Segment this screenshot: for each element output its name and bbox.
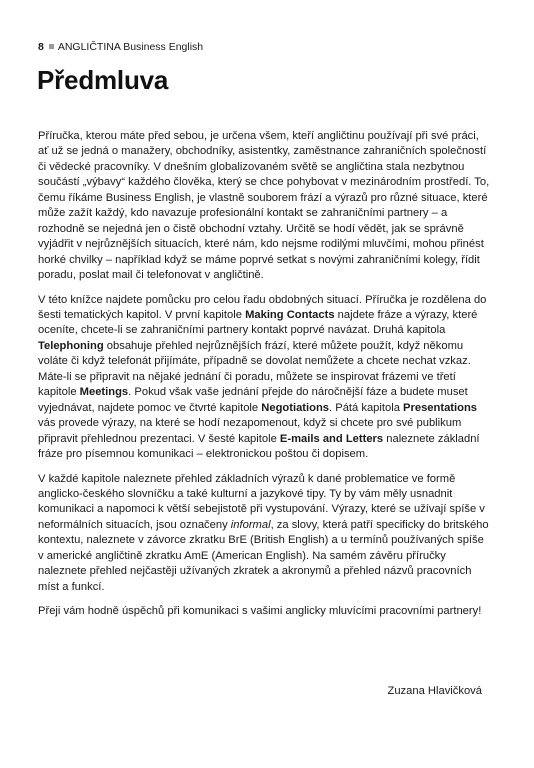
chapter-name: Presentations (403, 401, 478, 414)
body-text (38, 129, 490, 629)
paragraph (38, 472, 490, 596)
paragraph-text: , za slovy, která patří specificky do britského kontextu, naleznete v závorce zkratku BrE (British English) a u termínů používaných spíše v americké angličtině zkratku AmE (American English). Na samém závěru příručky naleznete přehled nejčastěji užívaných zkratek a akronymů a přehled názvů pracovních míst a funkcí. (38, 518, 489, 593)
chapter-name: E-mails and Letters (279, 432, 384, 445)
running-header (38, 40, 203, 54)
paragraph (38, 129, 490, 284)
author-signature: Zuzana Hlavičková (387, 685, 482, 697)
page-number: 8 (38, 41, 44, 53)
book-title: ANGLIČTINA Business English (57, 41, 204, 53)
paragraph-text: V této knížce najdete pomůcku pro celou řadu obdobných situací. Příručka je rozdělena do šesti tematických kapitol. V první kapitole (38, 293, 487, 321)
paragraph (38, 293, 490, 463)
paragraph-text: Příručka, kterou máte před sebou, je určena všem, kteří angličtinu používají při své práci, ať už se jedná o manažery, obchodníky, asistentky, zaměstnance zahraničních společností či vědecké pracovníky. V dnešním globalizovaném světě se angličtina stala nezbytnou součástí „výbavy“ každého člověka, který se chce pohybovat v mezinárodním prostředí. To, čemu říkáme Business English, je vlastně souborem frází a výrazů pro různé situace, které může zažít každý, kdo navazuje profesionální kontakt se zahraničními partnery – a rozhodně se nejedná jen o čistě obchodní vztahy. Určitě se hodí vědět, jak se správně vyjádřit v nejrůznějších situacích, které nám, kdo nejsme rodilými mluvčími, mohou přinést horké chvilky – například když se máme poprvé setkat s novými zahraničními kolegy, řídit poradu, poslat mail či telefonovat v angličtině. (38, 130, 490, 282)
chapter-name: Meetings (79, 386, 129, 399)
paragraph-text: . Pokud však vaše jednání přejde do náročnější fáze a budete muset vyjednávat, najdete pomoc ve čtvrté kapitole (38, 386, 468, 414)
paragraph-text: V každé kapitole naleznete přehled základních výrazů k dané problematice ve formě anglicko-českého slovníčku a také kulturní a jazykové tipy. Ty by vám měly usnadnit komunikaci a napomoci k větší sebejistotě při vystupování. Výrazy, které se užívají spíše v neformálních situacích, jsou označeny (38, 472, 485, 531)
chapter-name: Negotiations (261, 401, 330, 414)
square-bullet-icon (49, 44, 54, 49)
chapter-name: Making Contacts (245, 308, 335, 321)
paragraph-text: . Pátá kapitola (329, 401, 404, 414)
page-title: Předmluva (37, 65, 169, 95)
emphasized-term: informal (230, 518, 271, 531)
chapter-name: Telephoning (38, 339, 104, 352)
paragraph (38, 604, 490, 619)
paragraph-text: naleznete základní fráze pro písemnou komunikaci – elektronickou poštou či dopisem. (38, 432, 480, 461)
paragraph-text: vás provede výrazy, na které se hodí nezapomenout, když si chcete pro své publikum připravit přehlednou prezentaci. V šesté kapitole (38, 417, 462, 445)
paragraph-text: Přeji vám hodně úspěchů při komunikaci s vašimi anglicky mluvícími pracovními partnery! (38, 605, 482, 618)
paragraph-text: najdete fráze a výrazy, které oceníte, chcete-li se zahraničními partnery kontakt poprvé navázat. Druhá kapitola (38, 308, 478, 337)
paragraph-text: obsahuje přehled nejrůznějších frází, které můžete použít, když někomu voláte či když telefonát přijímáte, případně se dovolat nemůžete a chcete nechat vzkaz. Máte-li se připravit na nějaké jednání či poradu, můžete se inspirovat frázemi ve třetí kapitole (38, 339, 471, 399)
